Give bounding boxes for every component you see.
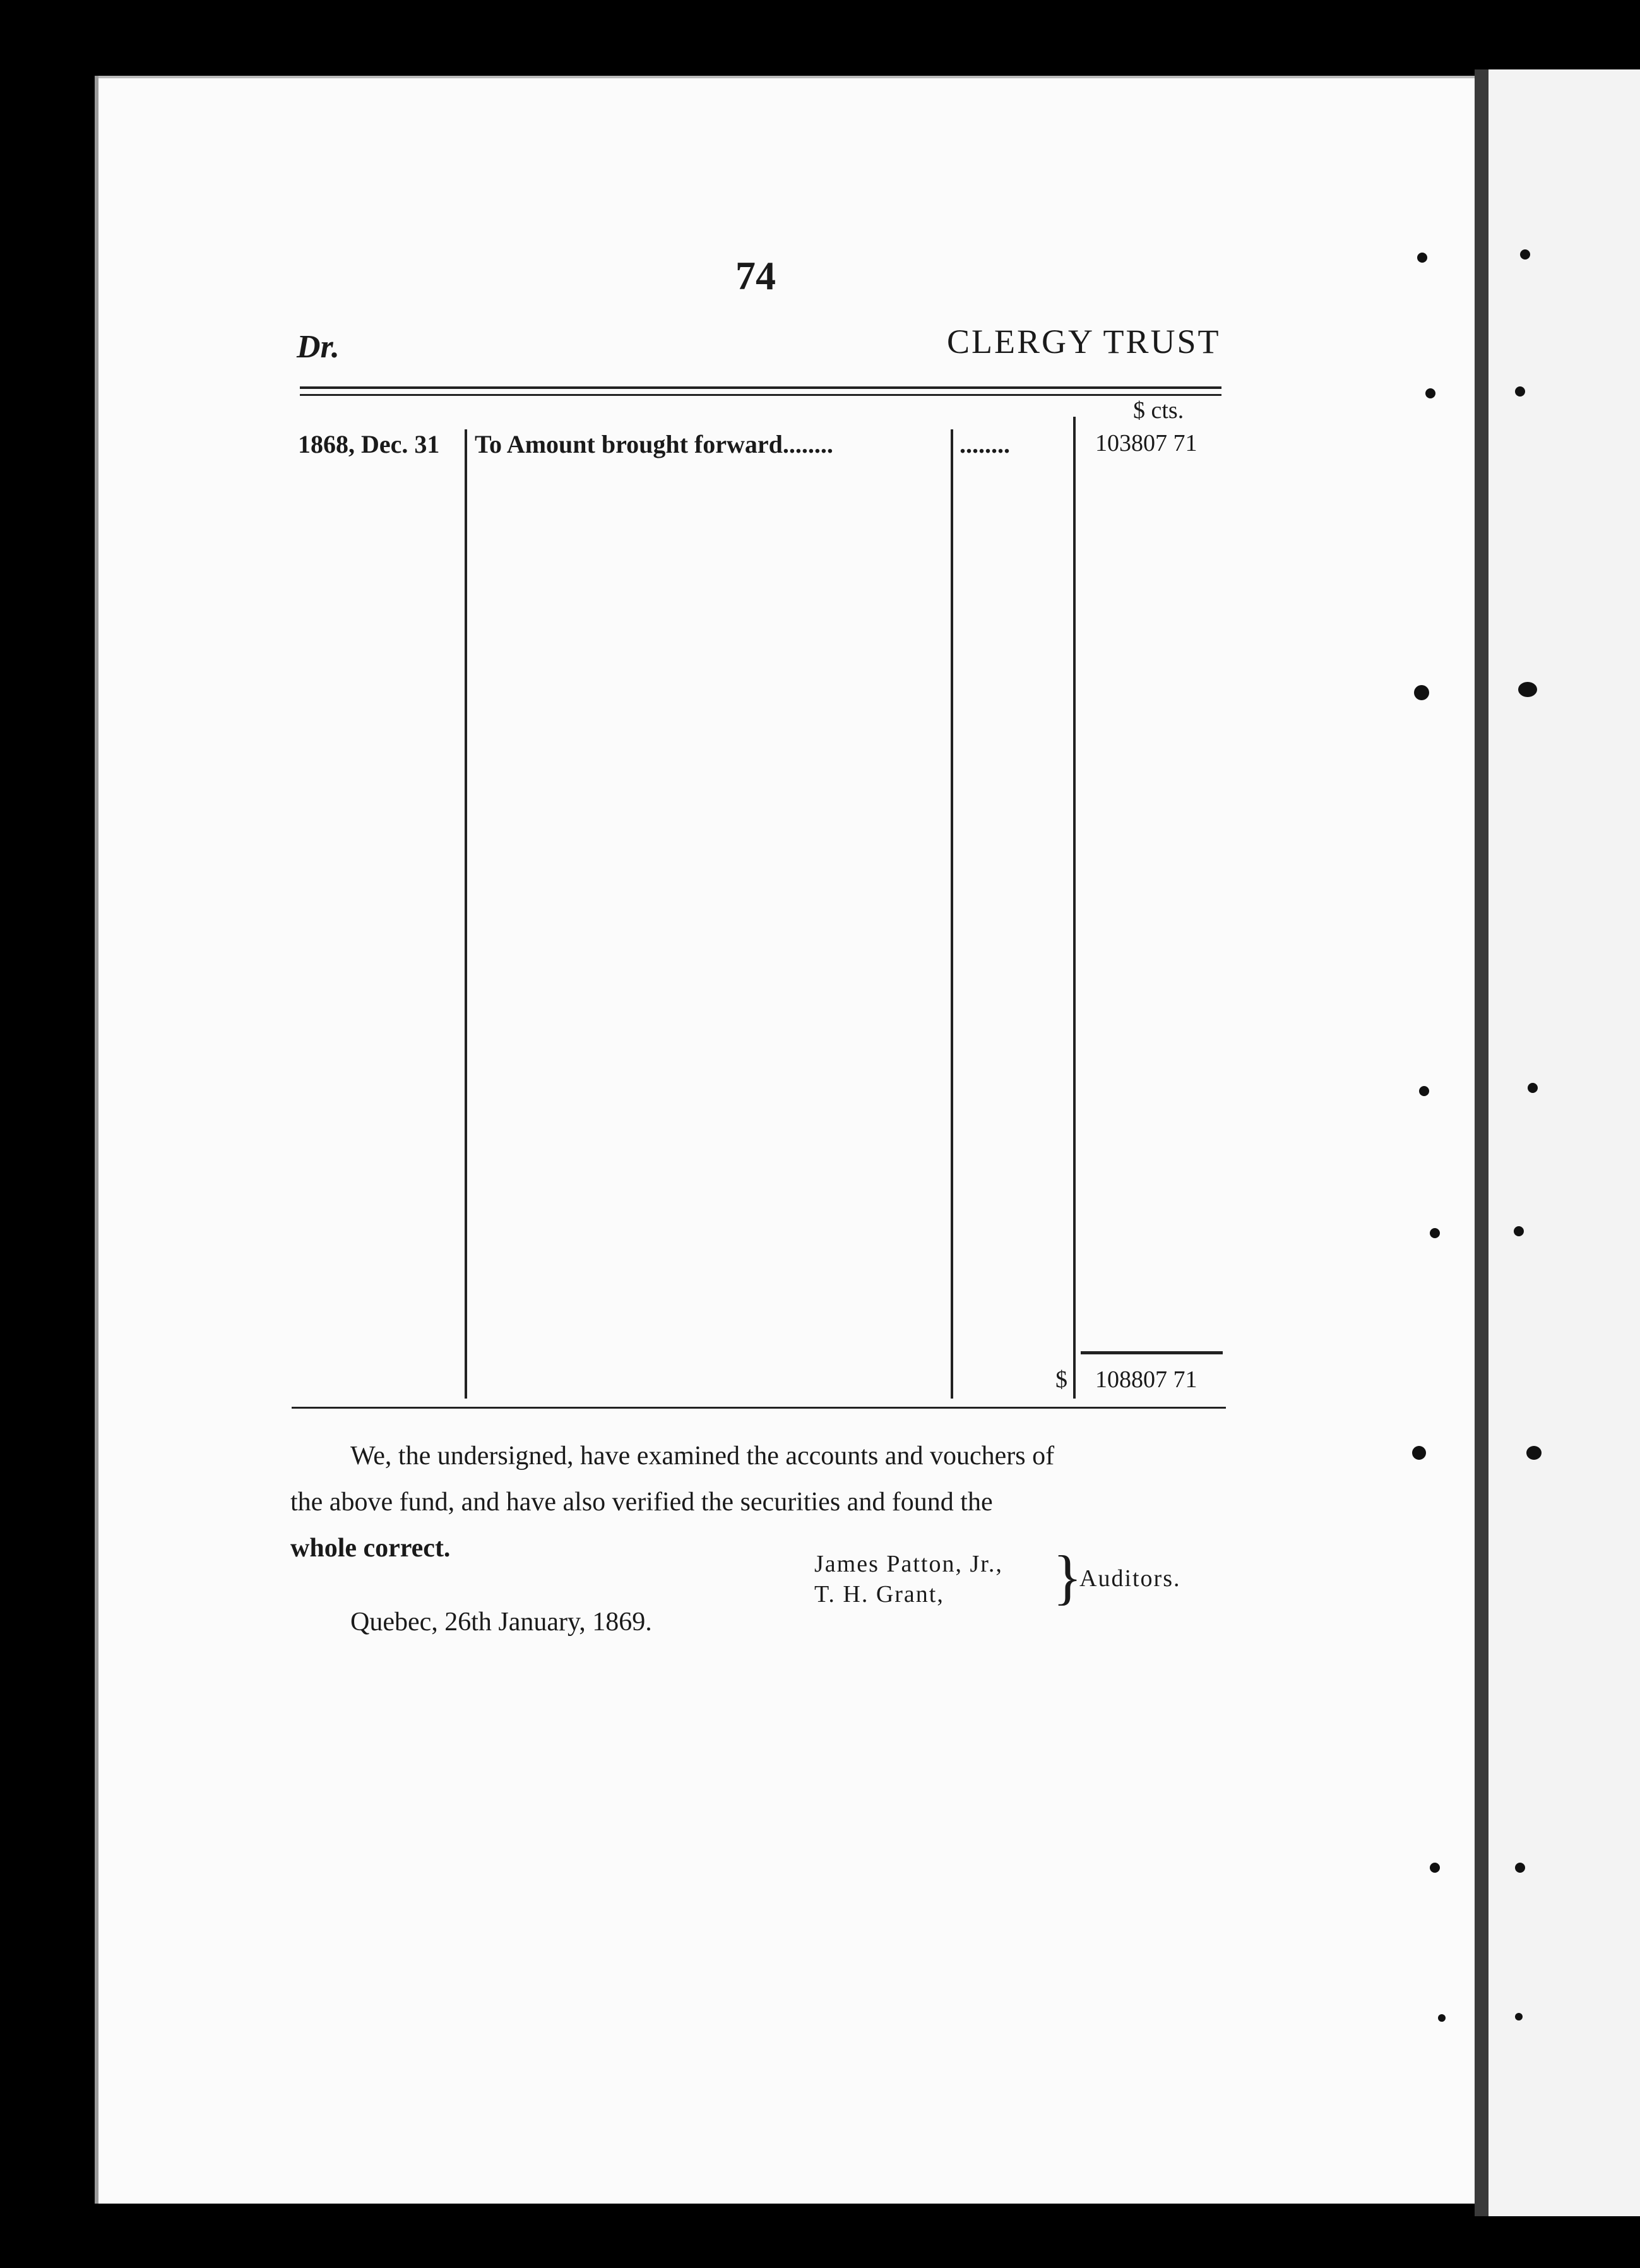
scan-mark xyxy=(1430,1863,1440,1873)
scan-mark xyxy=(1419,1086,1429,1096)
certification-line: the above fund, and have also verified the securities and found the xyxy=(290,1488,993,1517)
scan-mark xyxy=(1514,1226,1524,1236)
currency-header: $ cts. xyxy=(1133,397,1184,424)
description-column-divider xyxy=(951,429,953,1399)
adjacent-page-edge xyxy=(1475,69,1640,2216)
table-bottom-rule xyxy=(292,1407,1226,1409)
place-and-date: Quebec, 26th January, 1869. xyxy=(350,1608,652,1637)
scan-mark xyxy=(1528,1083,1538,1093)
scan-mark xyxy=(1430,1228,1440,1238)
certification-paragraph xyxy=(290,1433,1225,1572)
certification-line: whole correct. xyxy=(290,1534,451,1563)
debit-heading: Dr. xyxy=(297,329,340,365)
scan-mark xyxy=(1515,2013,1523,2020)
table-top-rule-double xyxy=(300,394,1221,396)
signatory-name: James Patton, Jr., xyxy=(814,1551,1003,1577)
total-currency-symbol: $ xyxy=(1055,1366,1067,1393)
entry-leader-dots: ........ xyxy=(960,430,1010,458)
signatory-name: T. H. Grant, xyxy=(814,1581,944,1608)
scan-mark xyxy=(1515,386,1525,397)
date-column-divider xyxy=(465,429,467,1399)
scan-mark xyxy=(1425,388,1435,398)
scan-mark xyxy=(1520,249,1530,260)
total-amount: 108807 71 xyxy=(1095,1366,1197,1393)
scan-mark xyxy=(1412,1446,1426,1460)
scan-mark xyxy=(1515,1863,1525,1873)
scan-mark xyxy=(1438,2014,1446,2022)
amount-column-divider xyxy=(1073,417,1076,1399)
table-top-rule xyxy=(300,386,1221,389)
scan-mark xyxy=(1526,1446,1542,1460)
page-number: 74 xyxy=(735,253,776,298)
entry-amount: 103807 71 xyxy=(1095,430,1197,457)
brace-glyph: } xyxy=(1053,1543,1083,1611)
total-rule xyxy=(1081,1351,1223,1354)
certification-line: We, the undersigned, have examined the accounts and vouchers of xyxy=(350,1441,1055,1471)
scan-mark xyxy=(1417,253,1427,263)
signatory-role: Auditors. xyxy=(1079,1565,1181,1592)
account-title: CLERGY TRUST xyxy=(947,323,1221,361)
scan-mark xyxy=(1414,685,1429,700)
entry-date: 1868, Dec. 31 xyxy=(298,430,440,458)
scan-mark xyxy=(1518,682,1537,697)
entry-description: To Amount brought forward........ xyxy=(475,430,833,458)
